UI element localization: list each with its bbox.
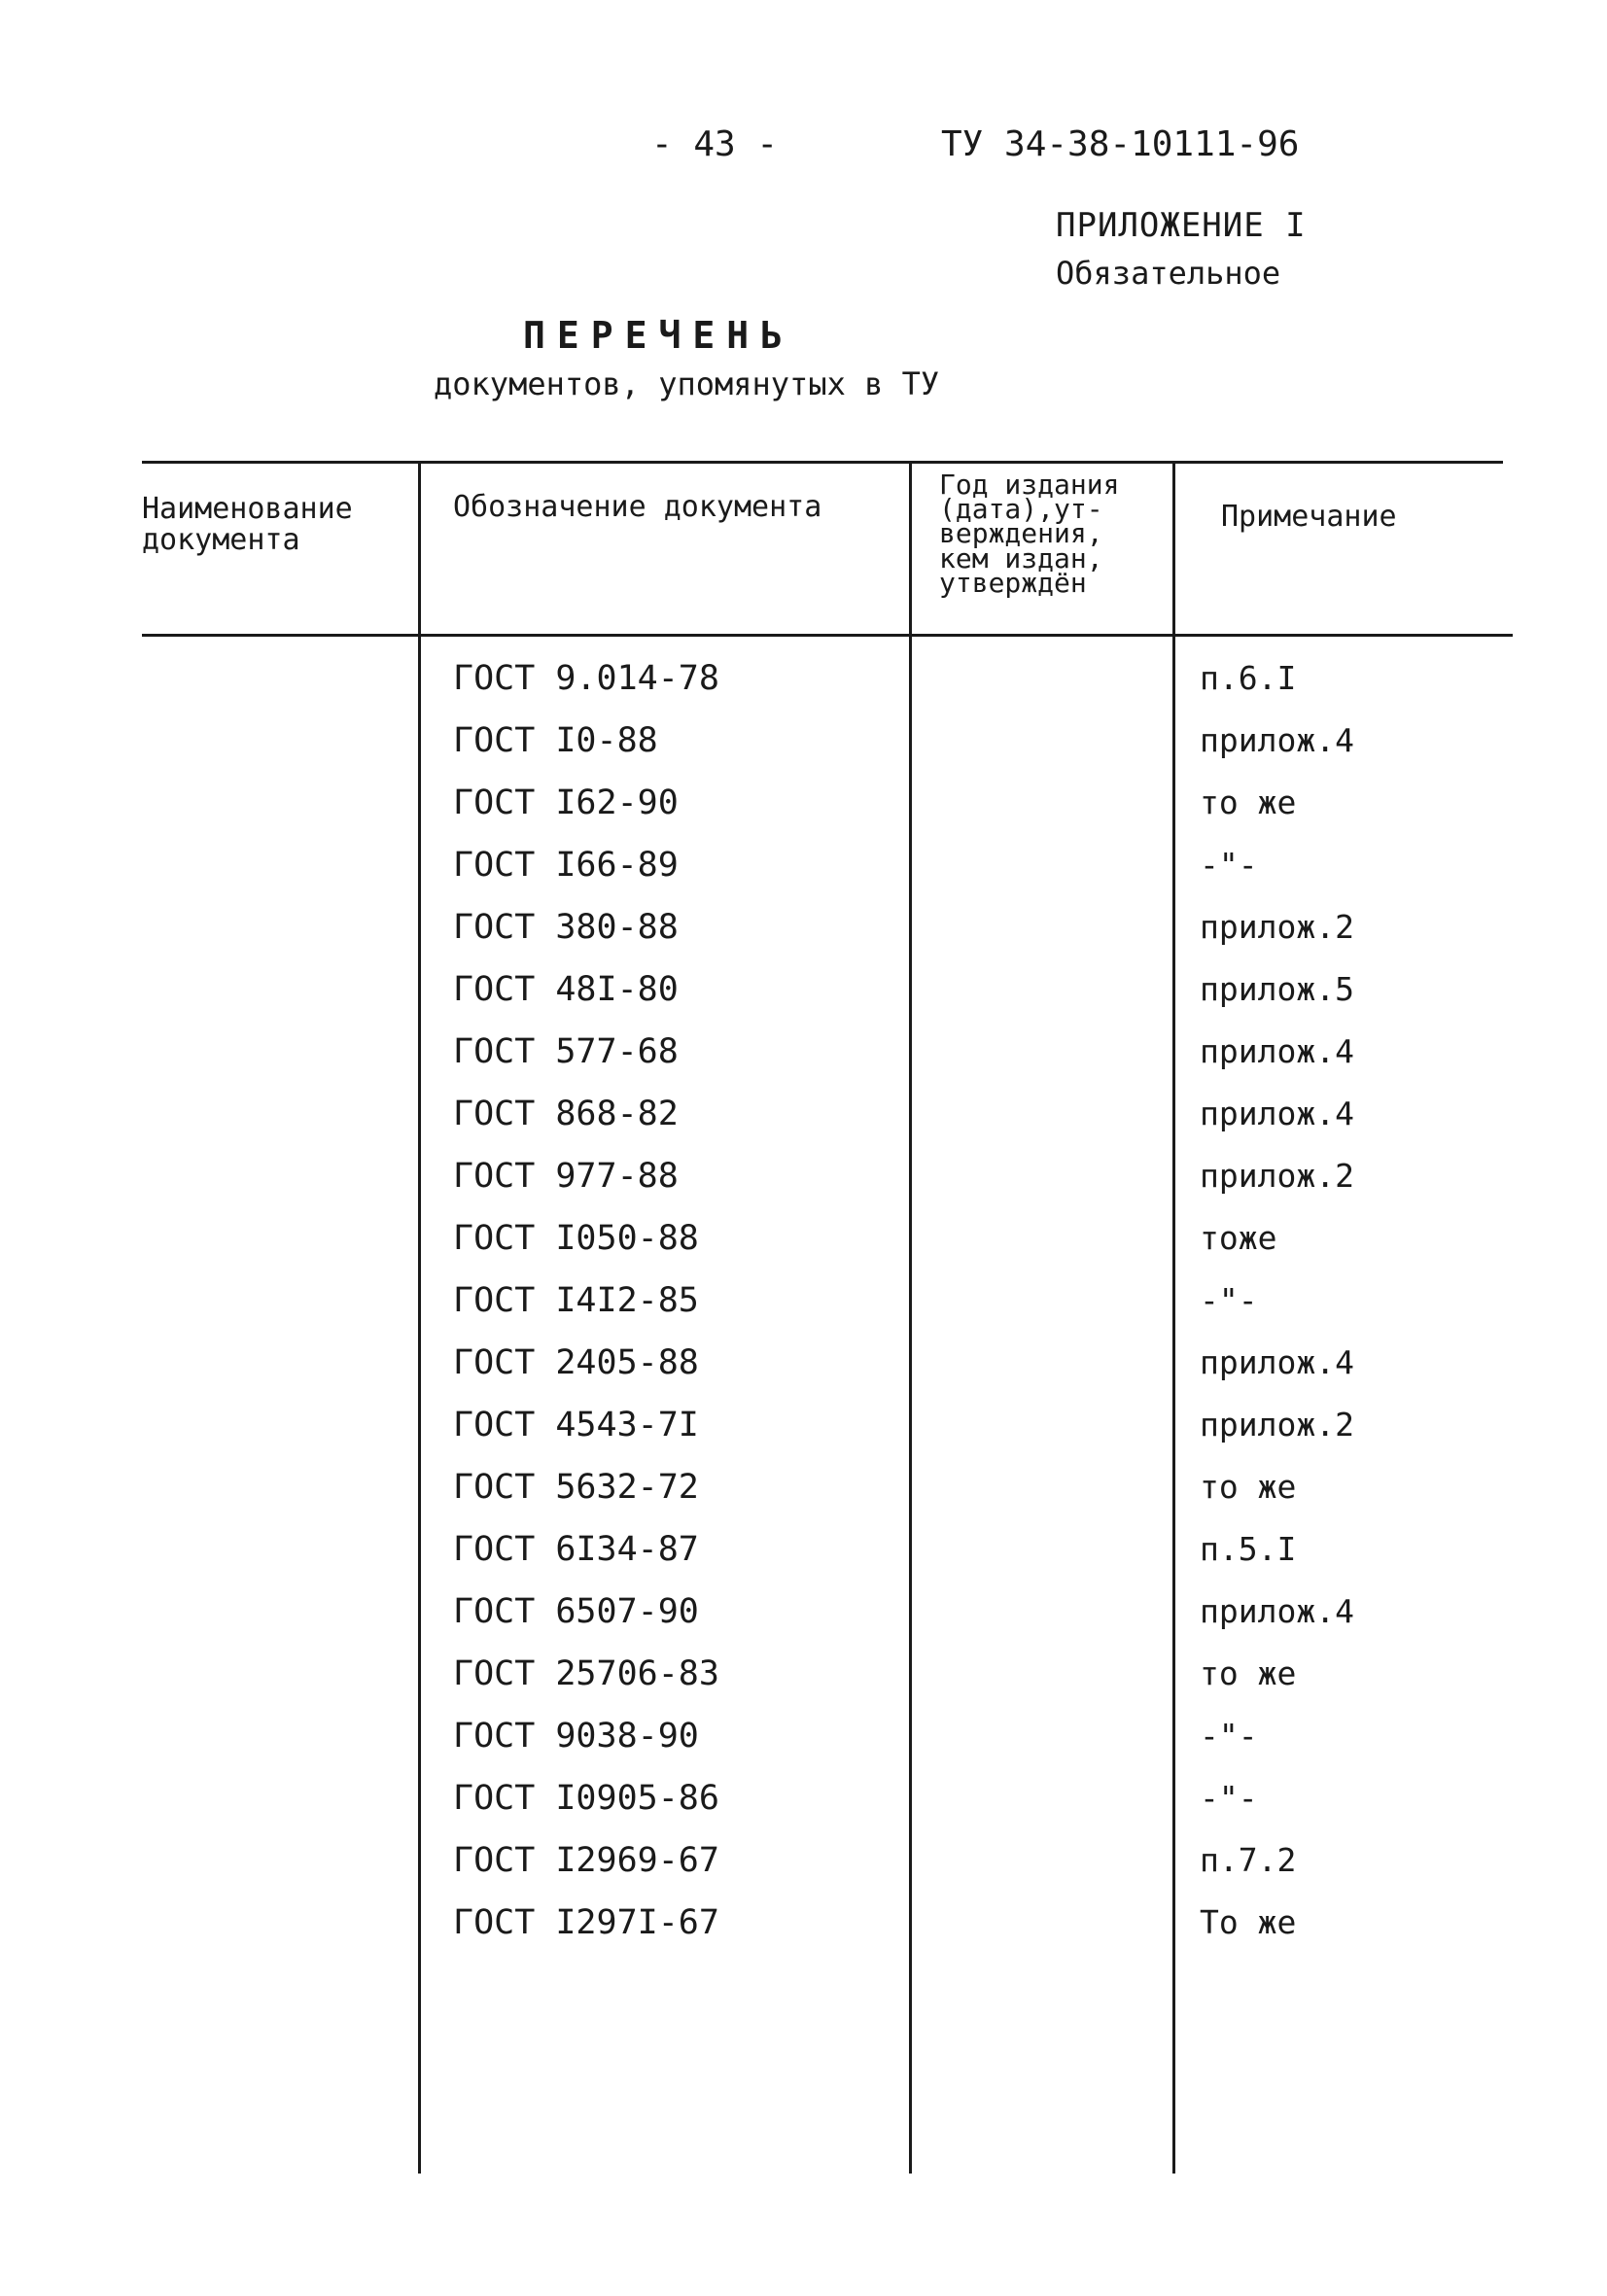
note-cell: прилож.4	[1200, 1032, 1354, 1070]
table-row	[0, 1281, 1607, 1341]
table-row	[0, 1592, 1607, 1652]
note-cell: то же	[1200, 783, 1297, 821]
column-header-note-line: Примечание	[1221, 500, 1397, 534]
note-cell: п.5.I	[1200, 1530, 1297, 1568]
column-header-note	[1221, 502, 1397, 533]
note-cell: п.7.2	[1200, 1841, 1297, 1879]
document-code: ТУ 34-38-10111-96	[941, 124, 1300, 164]
list-title: ПЕРЕЧЕНЬ	[523, 314, 795, 357]
document-code-cell: ГОСТ 6I34-87	[453, 1530, 699, 1569]
table-row	[0, 1654, 1607, 1715]
document-code-cell: ГОСТ 380-88	[453, 908, 679, 947]
document-code-cell: ГОСТ I4I2-85	[453, 1281, 699, 1320]
table-row	[0, 1406, 1607, 1466]
appendix-title: ПРИЛОЖЕНИЕ I	[1056, 206, 1307, 245]
document-code-cell: ГОСТ 2405-88	[453, 1343, 699, 1382]
table-row	[0, 659, 1607, 719]
note-cell: прилож.5	[1200, 970, 1354, 1008]
document-code-cell: ГОСТ I0905-86	[453, 1779, 719, 1818]
document-code-cell: ГОСТ 977-88	[453, 1157, 679, 1196]
note-cell: То же	[1200, 1903, 1297, 1941]
document-code-cell: ГОСТ I62-90	[453, 783, 679, 822]
appendix-type: Обязательное	[1056, 255, 1281, 292]
table-row	[0, 1032, 1607, 1093]
note-cell: -"-	[1200, 1281, 1258, 1319]
document-code-cell: ГОСТ 577-68	[453, 1032, 679, 1071]
document-code-cell: ГОСТ 868-82	[453, 1095, 679, 1133]
note-cell: то же	[1200, 1654, 1297, 1692]
column-header-name	[142, 494, 353, 555]
table-row	[0, 1468, 1607, 1528]
table-row	[0, 1841, 1607, 1901]
table-row	[0, 970, 1607, 1030]
document-code-cell: ГОСТ 48I-80	[453, 970, 679, 1009]
table-row	[0, 846, 1607, 906]
note-cell: прилож.2	[1200, 908, 1354, 946]
table-row	[0, 1343, 1607, 1404]
note-cell: то же	[1200, 1468, 1297, 1506]
document-code-cell: ГОСТ I0-88	[453, 721, 658, 760]
note-cell: прилож.2	[1200, 1157, 1354, 1195]
document-code-cell: ГОСТ 9.014-78	[453, 659, 719, 698]
document-code-cell: ГОСТ I050-88	[453, 1219, 699, 1258]
note-cell: прилож.2	[1200, 1406, 1354, 1444]
table-row	[0, 1717, 1607, 1777]
column-header-year-line: Год издания (дата),ут- верждения, кем издан, утверждён	[939, 469, 1120, 599]
column-header-code	[453, 492, 821, 523]
note-cell: прилож.4	[1200, 1343, 1354, 1381]
note-cell: -"-	[1200, 846, 1258, 884]
document-code-cell: ГОСТ 5632-72	[453, 1468, 699, 1507]
column-header-name-line: Наименование документа	[142, 492, 353, 557]
document-code-cell: ГОСТ 6507-90	[453, 1592, 699, 1631]
note-cell: прилож.4	[1200, 721, 1354, 759]
page-number: - 43 -	[651, 124, 779, 164]
document-code-cell: ГОСТ 9038-90	[453, 1717, 699, 1756]
table-row	[0, 721, 1607, 782]
table-row	[0, 1219, 1607, 1279]
table-row	[0, 1903, 1607, 1964]
document-code-cell: ГОСТ 4543-7I	[453, 1406, 699, 1444]
table-row	[0, 1779, 1607, 1839]
table-row	[0, 908, 1607, 968]
note-cell: тоже	[1200, 1219, 1277, 1257]
column-header-code-line: Обозначение документа	[453, 490, 822, 524]
document-code-cell: ГОСТ I2969-67	[453, 1841, 719, 1880]
note-cell: -"-	[1200, 1717, 1258, 1755]
table-top-rule	[142, 461, 1503, 464]
table-row	[0, 1095, 1607, 1155]
note-cell: -"-	[1200, 1779, 1258, 1817]
list-subtitle: документов, упомянутых в ТУ	[434, 365, 940, 402]
document-code-cell: ГОСТ I66-89	[453, 846, 679, 885]
document-code-cell: ГОСТ I297I-67	[453, 1903, 719, 1942]
note-cell: прилож.4	[1200, 1592, 1354, 1630]
table-row	[0, 1530, 1607, 1590]
document-code-cell: ГОСТ 25706-83	[453, 1654, 719, 1693]
column-header-year	[939, 469, 1120, 599]
note-cell: прилож.4	[1200, 1095, 1354, 1132]
table-row	[0, 783, 1607, 844]
table-header-rule	[142, 634, 1513, 637]
note-cell: п.6.I	[1200, 659, 1297, 697]
table-row	[0, 1157, 1607, 1217]
